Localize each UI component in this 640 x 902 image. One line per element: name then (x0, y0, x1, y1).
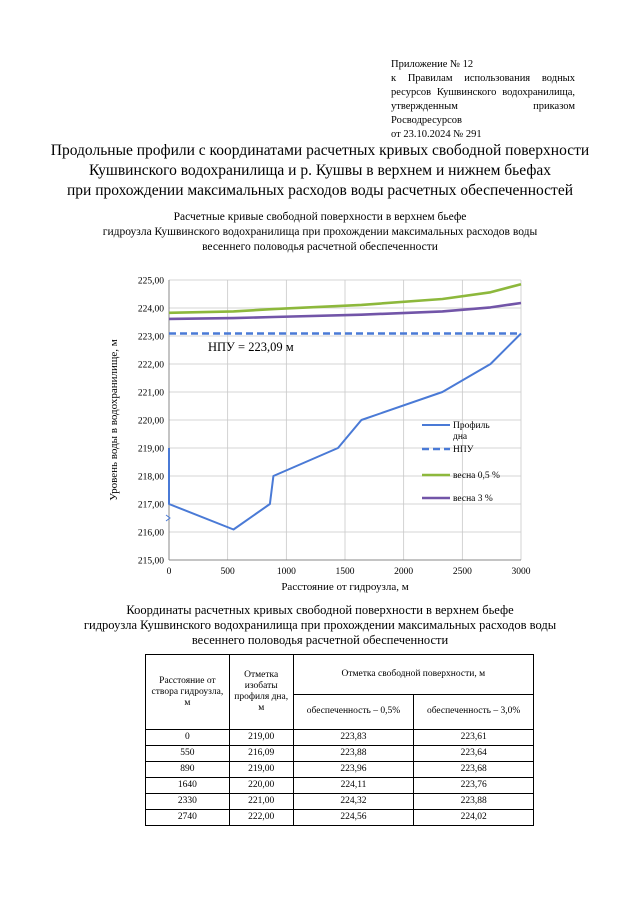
cell-distance: 2330 (146, 794, 230, 810)
chart-caption-line-3: весеннего половодья расчетной обеспеченности (202, 241, 438, 253)
legend-label-profile: Профиль дна (453, 421, 490, 442)
y-tick-label: 218,00 (137, 472, 164, 483)
table-header-row (146, 655, 534, 695)
cell-bottom: 221,00 (229, 794, 293, 810)
cell-bottom: 219,00 (229, 762, 293, 778)
y-tick-label: 223,00 (137, 332, 164, 343)
coordinates-table (145, 654, 534, 826)
y-tick-label: 217,00 (137, 500, 164, 511)
legend-label-npu: НПУ (453, 445, 474, 455)
chart-caption-line-2: гидроузла Кушвинского водохранилища при прохождении максимальных расходов воды (102, 226, 538, 238)
y-tick-label: 221,00 (137, 388, 164, 399)
table-caption-line-3: весеннего половодья расчетной обеспеченности (191, 633, 449, 647)
title-line-1: Продольные профили с координатами расчетных кривых свободной поверхности (50, 142, 590, 159)
cell-distance: 1640 (146, 778, 230, 794)
water-surface-chart (0, 262, 640, 600)
cell-prob-3: 223,61 (414, 730, 534, 746)
y-tick-label: 219,00 (137, 444, 164, 455)
x-tick-label: 2500 (452, 567, 472, 577)
chart-caption (60, 210, 580, 255)
table-row (146, 794, 534, 810)
y-tick-label: 215,00 (137, 556, 164, 567)
cell-prob-3: 223,88 (414, 794, 534, 810)
cell-distance: 890 (146, 762, 230, 778)
cell-distance: 0 (146, 730, 230, 746)
table-row (146, 762, 534, 778)
table-caption-line-1: Координаты расчетных кривых свободной поверхности в верхнем бьефе (126, 603, 514, 617)
cell-prob-05: 223,83 (293, 730, 414, 746)
cell-prob-05: 223,96 (293, 762, 414, 778)
cell-distance: 550 (146, 746, 230, 762)
table-row (146, 810, 534, 826)
cell-bottom: 216,09 (229, 746, 293, 762)
header-surface: Отметка свободной поверхности, м (293, 655, 533, 695)
legend-label-spring05: весна 0,5 % (453, 471, 500, 481)
x-tick-label: 500 (220, 567, 235, 577)
x-tick-label: 1000 (276, 567, 296, 577)
header-bottom: Отметка изобаты профиля дна, м (229, 655, 293, 730)
cell-prob-3: 223,64 (414, 746, 534, 762)
title-line-2: Кушвинского водохранилища и р. Кушвы в верхнем и нижнем бьефах (88, 162, 551, 179)
x-tick-label: 0 (166, 567, 172, 577)
table-row (146, 778, 534, 794)
appendix-header (391, 58, 575, 142)
header-prob-05: обеспеченность – 0,5% (293, 694, 414, 729)
y-tick-label: 222,00 (137, 360, 164, 371)
cell-prob-05: 224,32 (293, 794, 414, 810)
cell-bottom: 220,00 (229, 778, 293, 794)
cell-distance: 2740 (146, 810, 230, 826)
title-line-3: при прохождении максимальных расходов воды расчетных обеспеченностей (66, 182, 573, 199)
cell-prob-05: 224,11 (293, 778, 414, 794)
header-distance: Расстояние от створа гидроузла, м (146, 655, 230, 730)
y-axis-title: Уровень воды в водохранилище, м (108, 339, 120, 501)
cell-bottom: 219,00 (229, 730, 293, 746)
table-row (146, 746, 534, 762)
appendix-order: от 23.10.2024 № 291 (391, 129, 482, 140)
header-prob-3: обеспеченность – 3,0% (414, 694, 534, 729)
x-tick-label: 1500 (335, 567, 355, 577)
cell-prob-05: 224,56 (293, 810, 414, 826)
x-tick-label: 2000 (394, 567, 414, 577)
cell-prob-3: 223,68 (414, 762, 534, 778)
y-tick-label: 225,00 (137, 276, 164, 287)
appendix-number: Приложение № 12 (391, 59, 474, 70)
x-axis-title: Расстояние от гидроузла, м (281, 581, 409, 593)
table-row (146, 730, 534, 746)
legend-label-spring3: весна 3 % (453, 494, 493, 504)
cell-prob-05: 223,88 (293, 746, 414, 762)
y-tick-label: 224,00 (137, 304, 164, 315)
cell-prob-3: 223,76 (414, 778, 534, 794)
npu-annotation: НПУ = 223,09 м (208, 340, 294, 354)
cell-bottom: 222,00 (229, 810, 293, 826)
x-tick-label: 3000 (511, 567, 531, 577)
chart-caption-line-1: Расчетные кривые свободной поверхности в верхнем бьефе (173, 211, 467, 223)
table-caption-line-2: гидроузла Кушвинского водохранилища при прохождении максимальных расходов воды (83, 618, 557, 632)
appendix-reference: к Правилам использования водных ресурсов Кушвинского водохранилища, утвержденным приказом Росводресурсов (391, 73, 575, 126)
y-tick-label: 220,00 (137, 416, 164, 427)
cell-prob-3: 224,02 (414, 810, 534, 826)
table-caption (60, 603, 580, 648)
page-title (40, 141, 600, 201)
y-tick-label: 216,00 (137, 528, 164, 539)
